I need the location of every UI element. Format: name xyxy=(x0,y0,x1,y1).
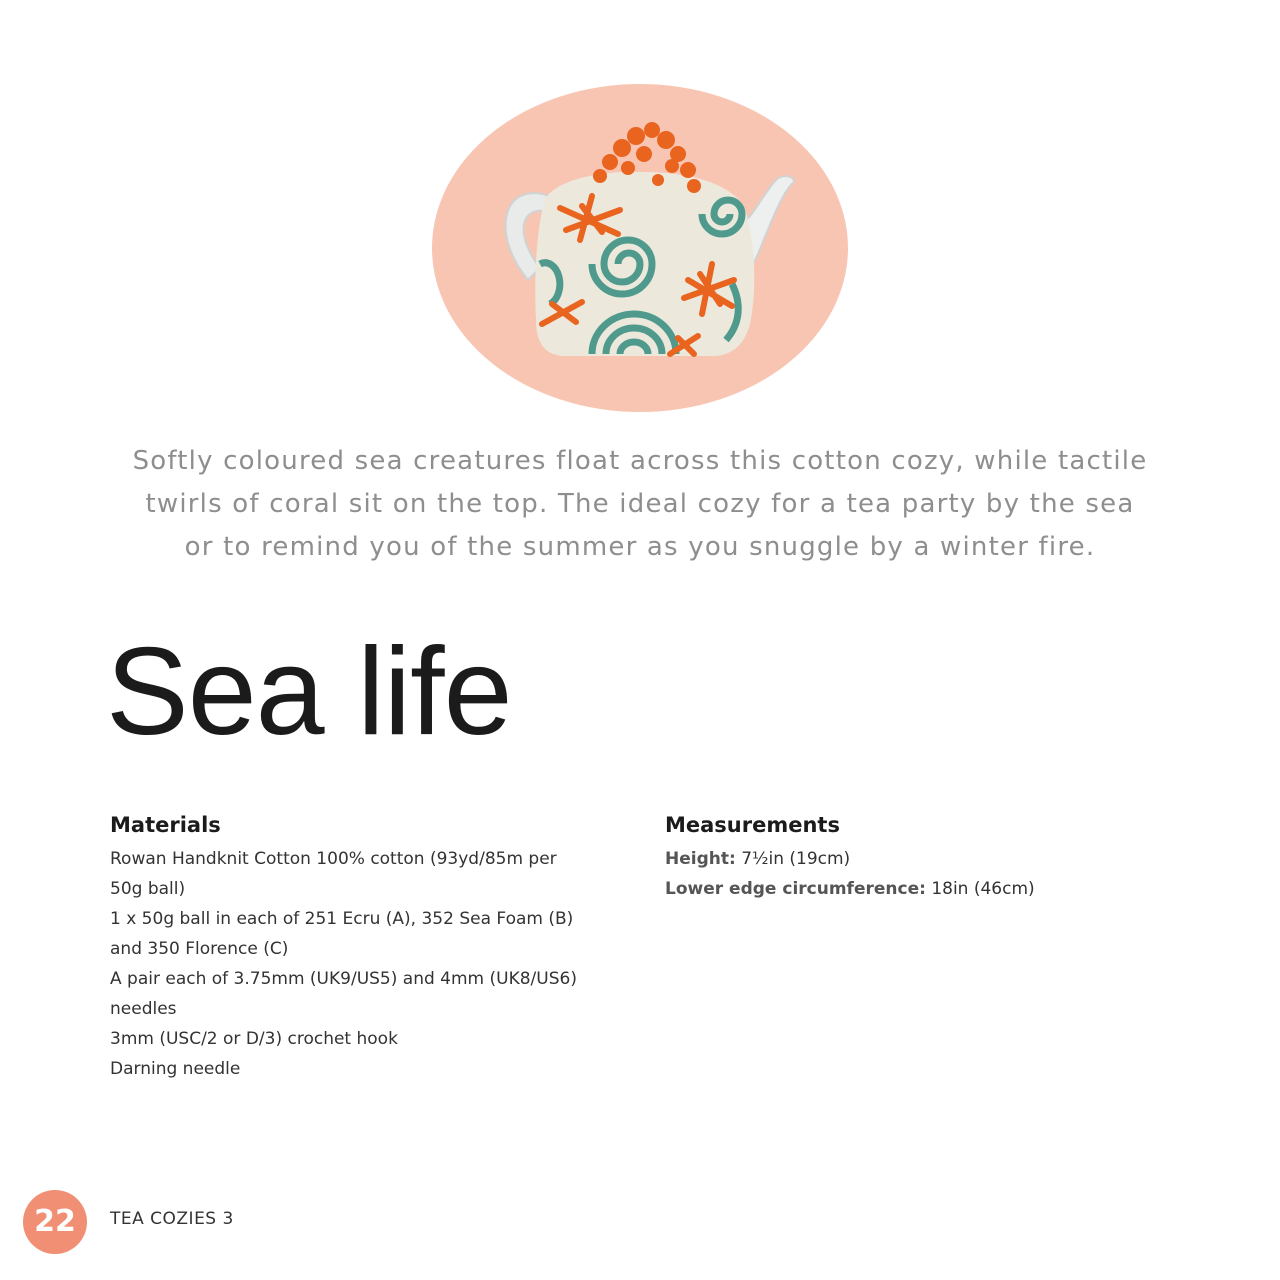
intro-paragraph xyxy=(120,440,1160,569)
materials-section xyxy=(110,810,610,1084)
page-number-badge: 22 xyxy=(23,1190,87,1254)
materials-line: 50g ball) xyxy=(110,879,186,899)
intro-line-3: or to remind you of the summer as you snuggle by a winter fire. xyxy=(184,532,1096,562)
tea-cozy-photo xyxy=(432,84,848,412)
measurement-label: Lower edge circumference: xyxy=(665,879,926,899)
materials-line: Darning needle xyxy=(110,1059,241,1079)
materials-heading: Materials xyxy=(110,813,221,837)
materials-line: and 350 Florence (C) xyxy=(110,939,289,959)
measurement-value: 7½in (19cm) xyxy=(741,849,851,869)
measurements-section xyxy=(665,810,1185,904)
materials-line: 3mm (USC/2 or D/3) crochet hook xyxy=(110,1029,398,1049)
measurement-height xyxy=(665,844,1185,874)
measurement-value: 18in (46cm) xyxy=(931,879,1035,899)
intro-line-2: twirls of coral sit on the top. The ideal cozy for a tea party by the sea xyxy=(145,489,1135,519)
materials-line: 1 x 50g ball in each of 251 Ecru (A), 352 Sea Foam (B) xyxy=(110,909,574,929)
intro-line-1: Softly coloured sea creatures float across this cotton cozy, while tactile xyxy=(132,446,1148,476)
measurement-label: Height: xyxy=(665,849,736,869)
materials-line: Rowan Handknit Cotton 100% cotton (93yd/85m per xyxy=(110,849,557,869)
materials-line: A pair each of 3.75mm (UK9/US5) and 4mm (UK8/US6) xyxy=(110,969,577,989)
measurements-heading: Measurements xyxy=(665,813,840,837)
book-title: TEA COZIES 3 xyxy=(110,1209,234,1229)
pattern-title: Sea life xyxy=(106,623,512,761)
materials-line: needles xyxy=(110,999,177,1019)
measurement-circumference xyxy=(665,874,1185,904)
